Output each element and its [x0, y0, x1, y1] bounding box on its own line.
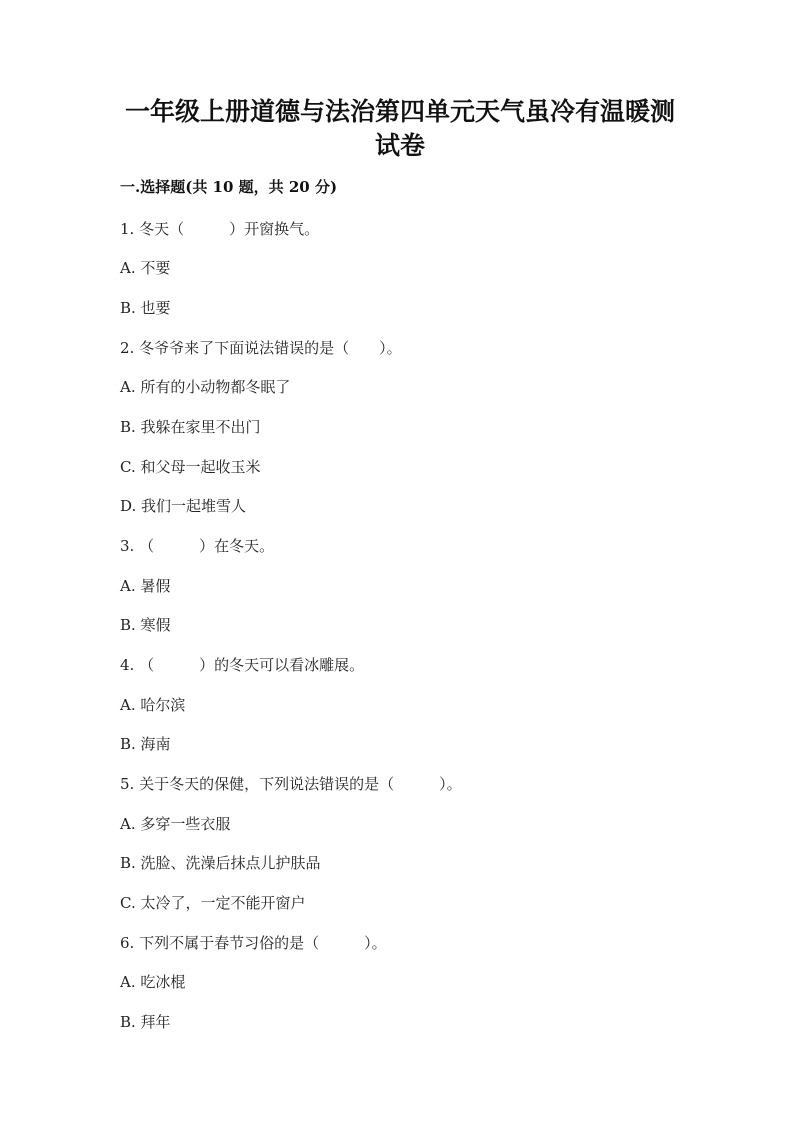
question-3-option-b: B. 寒假: [120, 616, 171, 634]
question-1-stem: 1. 冬天（ ）开窗换气。: [120, 220, 320, 238]
question-4-option-a: A. 哈尔滨: [120, 696, 186, 714]
page-title-line-1: 一年级上册道德与法治第四单元天气虽冷有温暖测: [124, 97, 675, 126]
page-title-line-2: 试卷: [374, 131, 425, 160]
question-2-option-b: B. 我躲在家里不出门: [120, 418, 261, 436]
question-2-stem: 2. 冬爷爷来了下面说法错误的是（ ）。: [120, 339, 402, 357]
question-4-option-b: B. 海南: [120, 735, 171, 753]
question-3-option-a: A. 暑假: [120, 577, 171, 595]
question-1-option-b: B. 也要: [120, 299, 171, 317]
question-6-stem: 6. 下列不属于春节习俗的是（ ）。: [120, 934, 387, 952]
question-6-option-b: B. 拜年: [120, 1013, 171, 1031]
question-5-option-a: A. 多穿一些衣服: [120, 815, 231, 833]
question-2-option-c: C. 和父母一起收玉米: [120, 458, 261, 476]
question-2-option-a: A. 所有的小动物都冬眠了: [120, 378, 291, 396]
question-2-option-d: D. 我们一起堆雪人: [120, 497, 247, 515]
question-6-option-a: A. 吃冰棍: [120, 973, 186, 991]
question-1-option-a: A. 不要: [120, 259, 171, 277]
question-5-option-c: C. 太冷了，一定不能开窗户: [120, 894, 306, 912]
section-header: 一.选择题(共 10 题，共 20 分): [120, 178, 338, 196]
question-5-option-b: B. 洗脸、洗澡后抹点儿护肤品: [120, 854, 321, 872]
question-4-stem: 4. （ ）的冬天可以看冰雕展。: [120, 656, 365, 674]
question-3-stem: 3. （ ）在冬天。: [120, 537, 275, 555]
question-5-stem: 5. 关于冬天的保健，下列说法错误的是（ ）。: [120, 775, 462, 793]
